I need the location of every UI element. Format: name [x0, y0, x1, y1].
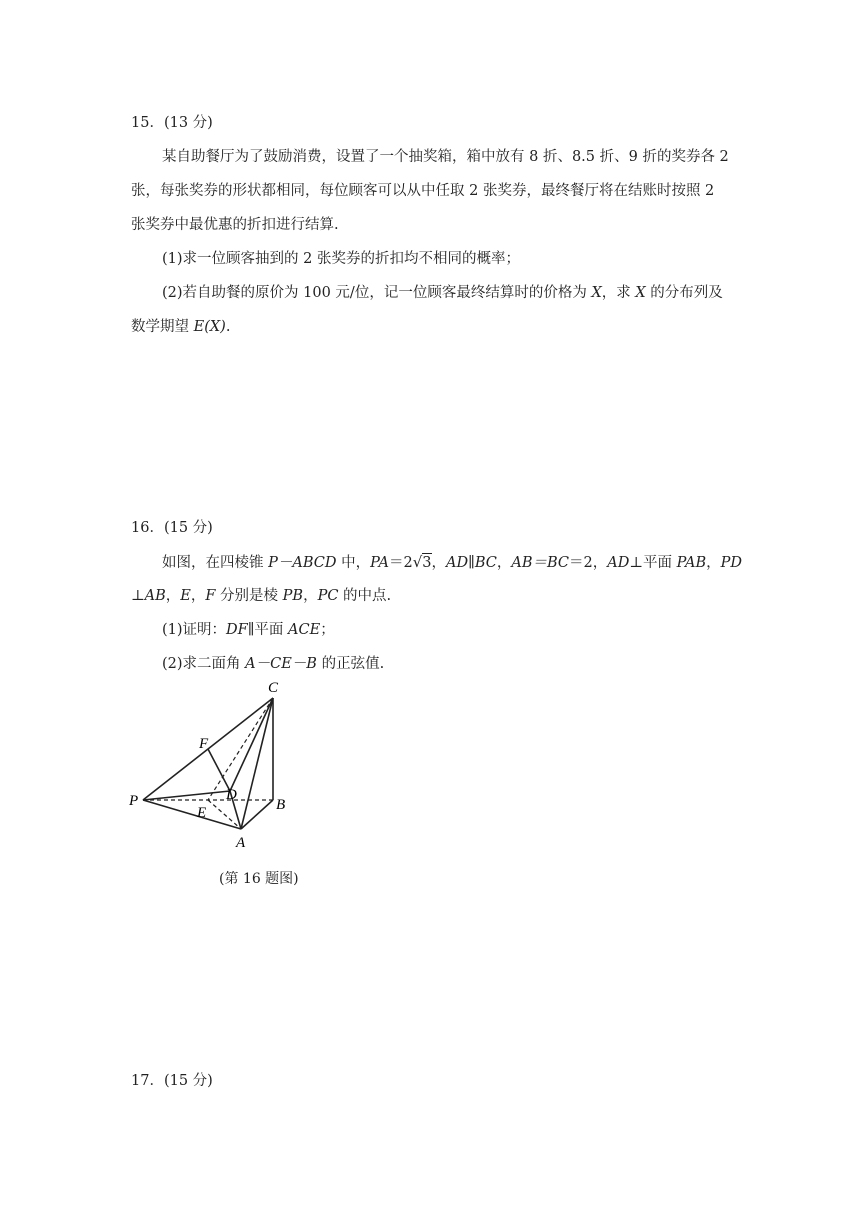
text-segment: ，求 [601, 285, 636, 301]
text-segment: ， [190, 588, 206, 604]
label-f: F [199, 736, 209, 752]
edge-cd [230, 698, 273, 791]
edge-ab [241, 800, 273, 829]
math-ad: AD [607, 555, 630, 571]
problem-15-part-2-line-2 [131, 317, 230, 337]
segment-ce-hidden [208, 698, 273, 800]
pyramid-figure [125, 678, 305, 853]
math-e: E [180, 588, 191, 604]
sqrt-symbol: √ [412, 553, 423, 571]
math-pd: PD [720, 555, 743, 571]
text-segment: 的正弦值. [316, 656, 385, 672]
variable-x: X [591, 285, 602, 301]
variable-x: X [635, 285, 646, 301]
label-a: A [236, 835, 246, 851]
edge-pa [143, 800, 241, 829]
label-b: B [276, 797, 286, 813]
math-pabcd: P－ABCD [268, 555, 337, 571]
problem-16-text-line-1 [162, 552, 742, 573]
text-segment: (1)证明： [162, 622, 227, 638]
problem-16-number: 16．(15 分) [131, 520, 213, 536]
text-segment: ， [303, 588, 318, 604]
math-pb: PB [282, 588, 304, 604]
problem-16-text-line-2 [131, 586, 391, 606]
text-segment: ＝2， [569, 555, 608, 571]
problem-15-text-line-2: 张，每张奖券的形状都相同，每位顾客可以从中任取 2 张奖券，最终餐厅将在结账时按照 2 [131, 183, 715, 199]
problem-17-number: 17．(15 分) [131, 1073, 213, 1089]
text-segment: ＝2 [389, 555, 413, 571]
text-segment: 分别是棱 [215, 588, 283, 604]
text-segment: ， [706, 555, 721, 571]
expectation-ex: E(X) [193, 319, 226, 335]
text-segment: (2)若自助餐的原价为 100 元/位，记一位顾客最终结算时的价格为 [162, 285, 592, 301]
text-segment: ⊥平面 [629, 555, 677, 571]
text-segment: ∥平面 [247, 622, 289, 638]
text-segment: 的分布列及 [645, 285, 723, 301]
text-segment: . [225, 319, 231, 335]
math-ace: ACE [288, 622, 321, 638]
math-ad-parallel-bc: AD∥BC [446, 555, 497, 571]
text-segment: 数学期望 [131, 319, 194, 335]
edge-pd [143, 791, 230, 800]
label-d: D [226, 787, 237, 803]
math-dihedral-angle: A－CE－B [245, 656, 317, 672]
problem-15-part-1: (1)求一位顾客抽到的 2 张奖券的折扣均不相同的概率； [162, 251, 520, 267]
math-pa: PA [370, 555, 389, 571]
math-pab: PAB [676, 555, 707, 571]
problem-16-part-2 [162, 654, 384, 674]
problem-15-text-line-3: 张奖券中最优惠的折扣进行结算. [131, 217, 339, 233]
label-p: P [129, 793, 139, 809]
problem-15-part-2-line-1 [162, 283, 723, 303]
problem-16-part-1 [162, 620, 335, 640]
math-ab-eq-bc: AB＝BC [511, 555, 570, 571]
text-segment: ； [320, 622, 335, 638]
text-segment: (2)求二面角 [162, 656, 246, 672]
text-segment: 的中点. [338, 588, 392, 604]
text-segment: ， [431, 555, 447, 571]
problem-15-number: 15．(13 分) [131, 115, 213, 131]
sqrt-radicand: 3 [422, 555, 432, 571]
edge-ca [241, 698, 273, 829]
math-f: F [205, 588, 216, 604]
label-c: C [268, 680, 279, 696]
text-segment: 如图，在四棱锥 [162, 555, 269, 571]
problem-15-text-line-1: 某自助餐厅为了鼓励消费，设置了一个抽奖箱，箱中放有 8 折、8.5 折、9 折的奖券各 2 [162, 149, 729, 165]
text-segment: ， [165, 588, 181, 604]
math-pc: PC [317, 588, 339, 604]
math-ab: AB [144, 588, 166, 604]
label-e: E [197, 805, 207, 821]
figure-caption: (第 16 题图) [219, 871, 299, 887]
text-segment: ⊥ [131, 588, 145, 604]
text-segment: ， [496, 555, 512, 571]
text-segment: 中， [336, 555, 371, 571]
math-df: DF [226, 622, 248, 638]
